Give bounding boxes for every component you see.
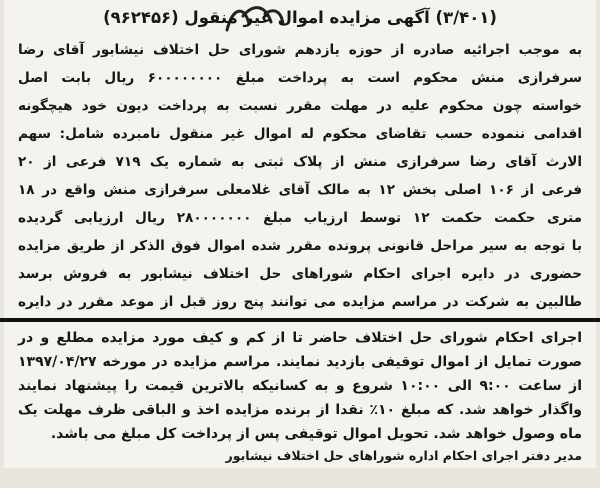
notice-signature: مدیر دفتر اجرای احکام اداره شوراهای حل اختلاف نیشابور <box>225 448 582 463</box>
notice-line: فرعی از ۱۰۶ اصلی بخش ۱۲ به مالک آقای غلامعلی سرفرازی منش واقع در ۱۸ <box>18 182 582 198</box>
notice-line: سرفرازی منش محکوم است به پرداخت مبلغ ۶۰۰۰۰۰۰۰۰ ریال بابت اصل <box>18 70 582 86</box>
notice-line: الارث آقای رضا سرفرازی منش از پلاک ثبتی به شماره یک ۷۱۹ فرعی از ۲۰ <box>18 154 582 170</box>
notice-column-bottom <box>4 322 596 468</box>
notice-line: صورت تمایل از اموال توقیفی بازدید نمایند. مراسم مزایده در مورخه ۱۳۹۷/۰۴/۲۷ <box>18 354 582 370</box>
notice-headline: (۳/۴۰۱) آگهی مزایده اموال غیر منقول (۹۶۲۴۵۶) <box>103 8 497 27</box>
notice-line: اجرای احکام شورای حل اختلاف حاضر تا از کم و کیف مورد مزایده مطلع و در <box>18 330 582 346</box>
notice-column-top <box>4 0 596 318</box>
notice-line: از ساعت ۹:۰۰ الی ۱۰:۰۰ شروع و به کسانیکه بالاترین قیمت را پیشنهاد نمایند <box>18 378 582 394</box>
notice-line: اقدامی ننموده حسب تقاضای محکوم له اموال غیر منقول نامبرده شامل: سهم <box>18 126 582 142</box>
notice-line: حضوری در دایره اجرای احکام شوراهای حل اختلاف نیشابور به فروش برسد <box>18 266 582 282</box>
notice-line: ماه وصول خواهد شد. تحویل اموال توقیفی پس از پرداخت کل مبلغ می باشد. <box>50 426 582 442</box>
notice-line: به موجب اجرائیه صادره از حوزه یازدهم شورای حل اختلاف نیشابور آقای رضا <box>18 42 582 58</box>
notice-line: واگذار خواهد شد. که مبلغ ۱۰٪ نقدا از برنده مزایده اخذ و الباقی ظرف مهلت یک <box>18 402 582 418</box>
notice-line: متری حکمت حکمت ۱۲ توسط ارزیاب مبلغ ۲۸۰۰۰۰۰۰۰ ریال ارزیابی گردیده <box>18 210 582 226</box>
notice-line: طالبین به شرکت در مراسم مزایده می توانند پنج روز قبل از موعد مقرر در دایره <box>18 294 582 310</box>
notice-line: خواسته چون محکوم علیه در مهلت مقرر نسبت به پرداخت دیون خود هیچگونه <box>18 98 582 114</box>
notice-line: با توجه به سیر مراحل قانونی پرونده مقرر شده اموال فوق الذکر از طریق مزایده <box>18 238 582 254</box>
